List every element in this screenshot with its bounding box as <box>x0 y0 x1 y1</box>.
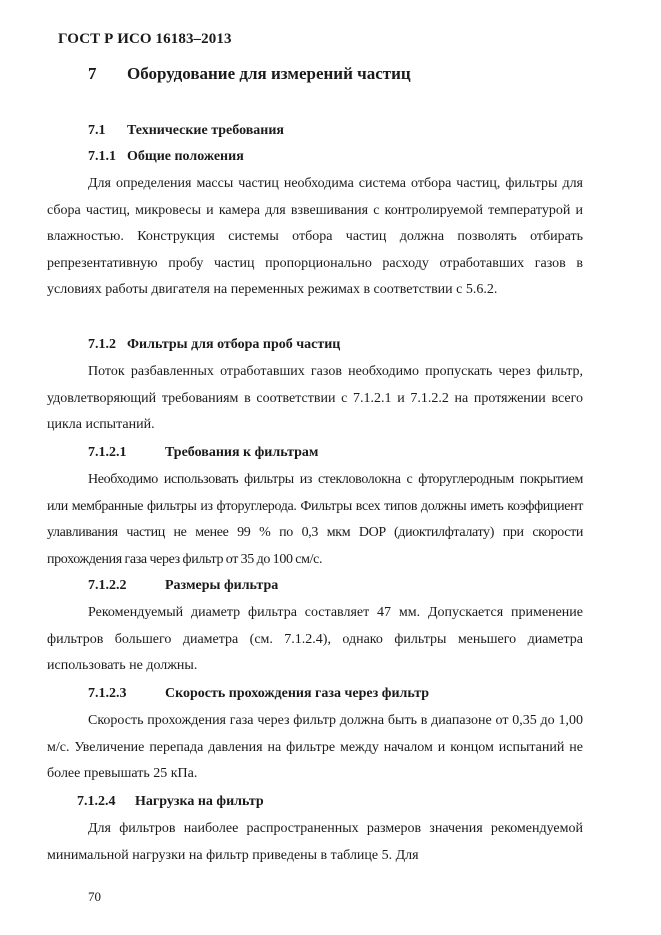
paragraph-7-1-2-3: Скорость прохождения газа через фильтр должна быть в диапазоне от 0,35 до 1,00 м/с. Увеличение перепада давления на фильтре между началом и концом испытаний не более превышать 25 кПа. <box>47 713 583 781</box>
heading-number: 7.1.2.4 <box>77 794 116 809</box>
paragraph-7-1-2-4: Для фильтров наиболее распространенных размеров значения рекомендуемой минимальной нагрузки на фильтр приведены в таблице 5. Для <box>47 821 583 863</box>
heading-number: 7.1.1 <box>88 149 116 164</box>
subsection-heading-7-1-2 <box>88 337 340 353</box>
heading-number: 7.1.2.1 <box>88 445 127 460</box>
heading-title: Технические требования <box>127 123 284 138</box>
page-number: 70 <box>88 889 101 904</box>
heading-title: Фильтры для отбора проб частиц <box>127 337 341 352</box>
paragraph-7-1-1: Для определения массы частиц необходима система отбора частиц, фильтры для сбора частиц, микровесы и камера для взвешивания с контролируемой температурой и влажностью. Конструкция системы отбора частиц должна позволять отбирать репрезентативную пробу частиц пропорционально расходу отработавших газов в условиях работы двигателя на переменных режимах в соответствии с 5.6.2. <box>47 176 583 297</box>
subsection-heading-7-1-2-3 <box>88 686 429 702</box>
heading-number: 7.1.2.3 <box>88 686 127 701</box>
section-heading <box>88 64 411 84</box>
heading-number: 7.1.2.2 <box>88 578 127 593</box>
subsection-heading-7-1 <box>88 123 284 139</box>
heading-title: Требования к фильтрам <box>165 445 319 460</box>
subsection-heading-7-1-1 <box>88 149 244 165</box>
paragraph-7-1-2-2: Рекомендуемый диаметр фильтра составляет 47 мм. Допускается применение фильтров большего диаметра (см. 7.1.2.4), однако фильтры меньшего диаметра использовать не должны. <box>47 605 583 673</box>
section-title: Оборудование для измерений частиц <box>127 64 411 83</box>
subsection-heading-7-1-2-4 <box>77 794 264 810</box>
paragraph-7-1-2-1: Необходимо использовать фильтры из стекловолокна с фторуглеродным покрытием или мембранные фильтры из фторуглерода. Фильтры всех типов должны иметь коэффициент улавливания частиц не менее 99 % по 0,3 мкм DOP (диоктилфталату) при скорости прохождения газа через фильтр от 35 до 100 см/с. <box>47 472 583 567</box>
paragraph-7-1-2: Поток разбавленных отработавших газов необходимо пропускать через фильтр, удовлетворяющий требованиям в соответствии с 7.1.2.1 и 7.1.2.2 на протяжении всего цикла испытаний. <box>47 364 583 432</box>
heading-title: Нагрузка на фильтр <box>135 794 264 809</box>
heading-title: Скорость прохождения газа через фильтр <box>165 686 430 701</box>
subsection-heading-7-1-2-2 <box>88 578 278 594</box>
heading-number: 7.1.2 <box>88 337 116 352</box>
heading-title: Размеры фильтра <box>165 578 279 593</box>
subsection-heading-7-1-2-1 <box>88 445 318 461</box>
heading-title: Общие положения <box>127 149 244 164</box>
heading-number: 7.1 <box>88 123 106 138</box>
section-number: 7 <box>88 64 97 83</box>
document-header: ГОСТ Р ИСО 16183–2013 <box>58 31 232 47</box>
